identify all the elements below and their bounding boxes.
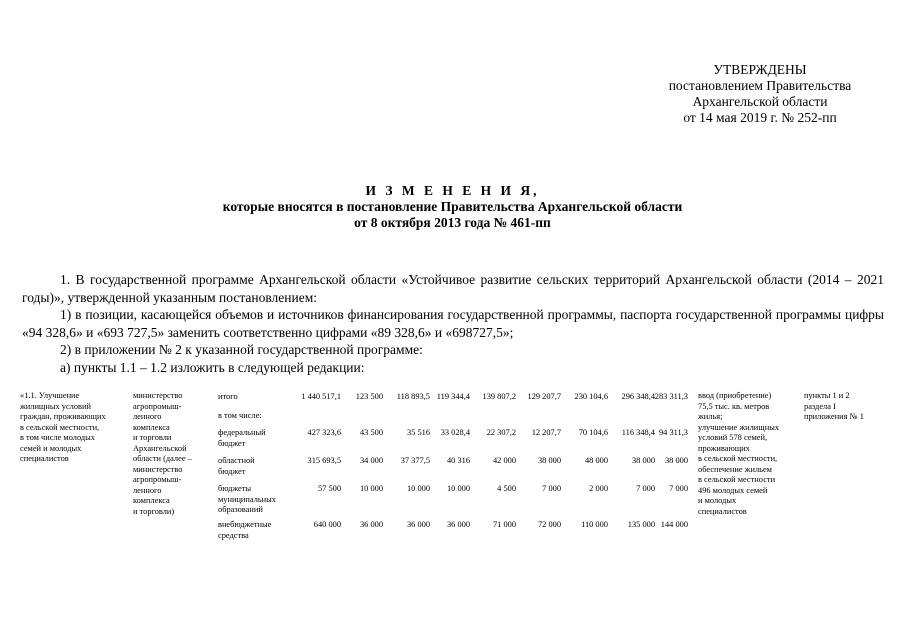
reference-text: приложения № 1 (804, 412, 864, 421)
amount-value: 135 000 (627, 520, 655, 529)
amount-value: 119 344,4 (436, 392, 470, 401)
result-text: специалистов (698, 506, 747, 516)
amount-value: 42 000 (492, 456, 516, 465)
source-label: в том числе: (218, 411, 262, 420)
result-text: 75,5 тыс. кв. метров (698, 401, 770, 411)
amount-value: 43 500 (359, 428, 383, 437)
result-text: жилья; (698, 412, 723, 421)
source-label: итого (218, 392, 238, 401)
result-text: проживающих (698, 443, 750, 453)
result-text: обеспечение жильем (698, 464, 772, 474)
activity-text: граждан, проживающих (20, 412, 106, 421)
amount-value: 57 500 (317, 484, 341, 493)
executor-text: комплекса (133, 422, 170, 432)
reference-text: пункты 1 и 2 (804, 391, 850, 400)
amount-value: 12 207,7 (531, 428, 561, 437)
approval-date: от 14 мая 2019 г. № 252-пп (683, 110, 837, 125)
amount-value: 36 000 (446, 520, 470, 529)
amount-value: 230 104,6 (574, 392, 608, 401)
paragraph: а) пункты 1.1 – 1.2 изложить в следующей редакции: (60, 359, 365, 375)
document-title: И З М Е Н Е Н И Я, (365, 183, 540, 198)
source-label: муниципальных (218, 494, 276, 504)
document-subtitle: от 8 октября 2013 года № 461-пп (354, 215, 551, 230)
executor-text: министерство (133, 464, 183, 474)
paragraph: 1. В государственной программе Архангельской области «Устойчивое развитие сельских территорий Архангельской области (2014 – 2021 годы)», утвержденной указанным постановлением: (22, 272, 884, 305)
amount-value: 10 000 (406, 484, 430, 493)
activity-text: в сельской местности, (20, 422, 100, 432)
amount-value: 144 000 (660, 520, 688, 529)
source-label: бюджет (218, 438, 246, 448)
result-text: ввод (приобретение) (698, 391, 772, 400)
amount-value: 296 348,4 (621, 392, 655, 401)
result-text: улучшение жилищных (698, 422, 780, 432)
executor-text: министерство (133, 391, 183, 400)
amount-value: 71 000 (492, 520, 516, 529)
paragraph: 2) в приложении № 2 к указанной государственной программе: (60, 342, 423, 357)
amount-value: 40 316 (446, 456, 470, 465)
amount-value: 36 000 (359, 520, 383, 529)
amount-value: 110 000 (581, 520, 608, 529)
source-label: средства (218, 530, 249, 540)
result-text: и молодых (698, 496, 737, 505)
amount-value: 36 000 (406, 520, 430, 529)
amount-value: 33 028,4 (440, 428, 470, 437)
source-label: бюджеты (218, 484, 252, 493)
result-text: в сельской местности (698, 475, 776, 484)
activity-text: жилищных условий (20, 401, 91, 411)
executor-text: Архангельской (133, 443, 187, 453)
paragraph: 1) в позиции, касающейся объемов и источников финансирования государственной программы, паспорта государственной программы цифры «94 328,6» и «693 727,5» заменить соответственно цифрами «89 328,6» и «698727,5»; (22, 307, 884, 340)
amount-value: 94 311,3 (658, 428, 688, 437)
executor-text: области (далее – (133, 454, 192, 463)
amount-value: 640 000 (313, 520, 341, 529)
executor-text: и торговли (133, 433, 172, 442)
activity-text: специалистов (20, 454, 69, 463)
approval-title: УТВЕРЖДЕНЫ (713, 62, 807, 77)
amount-value: 70 104,6 (578, 428, 608, 437)
amount-value: 7 000 (636, 484, 655, 493)
source-label: образований (218, 505, 263, 514)
source-label: областной (218, 456, 255, 465)
executor-text: ленного (133, 412, 162, 421)
approval-line: постановлением Правительства (668, 78, 852, 93)
result-text: 496 молодых семей (698, 485, 768, 495)
amount-value: 22 307,2 (486, 428, 516, 437)
source-label: федеральный (218, 428, 266, 437)
amount-value: 38 000 (664, 456, 688, 465)
document-subtitle: которые вносятся в постановление Правительства Архангельской области (222, 199, 683, 214)
executor-text: агропромыш- (133, 475, 182, 484)
executor-text: ленного (133, 485, 162, 495)
amount-value: 123 500 (355, 392, 383, 401)
amount-value: 35 516 (406, 428, 430, 437)
activity-text: «1.1. Улучшение (20, 391, 80, 400)
amount-value: 38 000 (631, 456, 655, 465)
amount-value: 315 693,5 (307, 456, 341, 465)
executor-text: агропромыш- (133, 401, 182, 411)
amount-value: 72 000 (537, 520, 561, 529)
amount-value: 48 000 (584, 456, 608, 465)
amount-value: 118 893,5 (396, 392, 430, 401)
amount-value: 139 807,2 (482, 392, 516, 401)
source-label: внебюджетные (218, 520, 272, 529)
amount-value: 37 377,5 (400, 456, 430, 465)
amount-value: 38 000 (537, 456, 561, 465)
amount-value: 4 500 (497, 484, 516, 493)
amount-value: 283 311,3 (654, 392, 688, 401)
amount-value: 34 000 (359, 456, 383, 465)
reference-text: раздела I (804, 401, 836, 411)
source-label: бюджет (218, 466, 246, 476)
executor-text: и торговли) (133, 506, 175, 516)
result-text: в сельской местности, (698, 454, 778, 463)
amount-value: 2 000 (589, 484, 608, 493)
executor-text: комплекса (133, 496, 170, 505)
amount-value: 116 348,4 (621, 428, 655, 437)
amount-value: 10 000 (359, 484, 383, 493)
approval-line: Архангельской области (692, 94, 828, 109)
amount-value: 129 207,7 (527, 392, 561, 401)
activity-text: семей и молодых (20, 443, 82, 453)
amount-value: 10 000 (446, 484, 470, 493)
amount-value: 7 000 (669, 484, 688, 493)
amount-value: 1 440 517,1 (301, 392, 341, 401)
result-text: условий 578 семей, (698, 433, 768, 442)
amount-value: 427 323,6 (307, 428, 341, 437)
amount-value: 7 000 (542, 484, 561, 493)
activity-text: в том числе молодых (20, 433, 95, 442)
